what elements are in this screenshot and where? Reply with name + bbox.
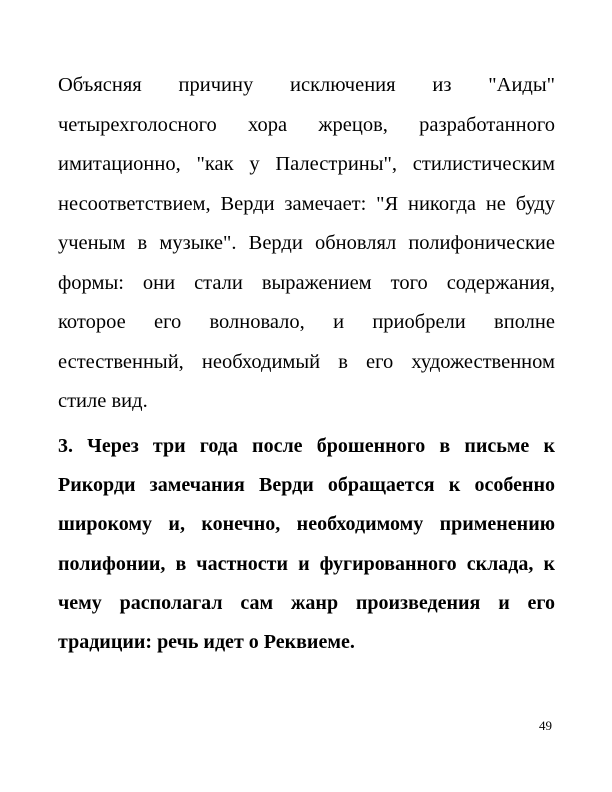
page-number: 49 <box>539 718 552 733</box>
paragraph-numbered-bold: 3. Через три года после брошенного в письме к Рикорди замечания Верди обращается к особенно широкому и, конечно, необходимому применению полифонии, в частности и фугированного склада, к чему располагал сам жанр произведения и его традиции: речь идет о Реквиеме. <box>58 435 555 654</box>
paragraph-body: Объясняя причину исключения из "Аиды" четырехголосного хора жрецов, разработанного имитационно, "как у Палестрины", стилистическим несоответствием, Верди замечает: "Я никогда не буду ученым в музыке". Верди обновлял полифонические формы: они стали выражением того содержания, которое его волновало, и приобрели вполне естественный, необходимый в его художественном стиле вид. <box>58 74 555 412</box>
